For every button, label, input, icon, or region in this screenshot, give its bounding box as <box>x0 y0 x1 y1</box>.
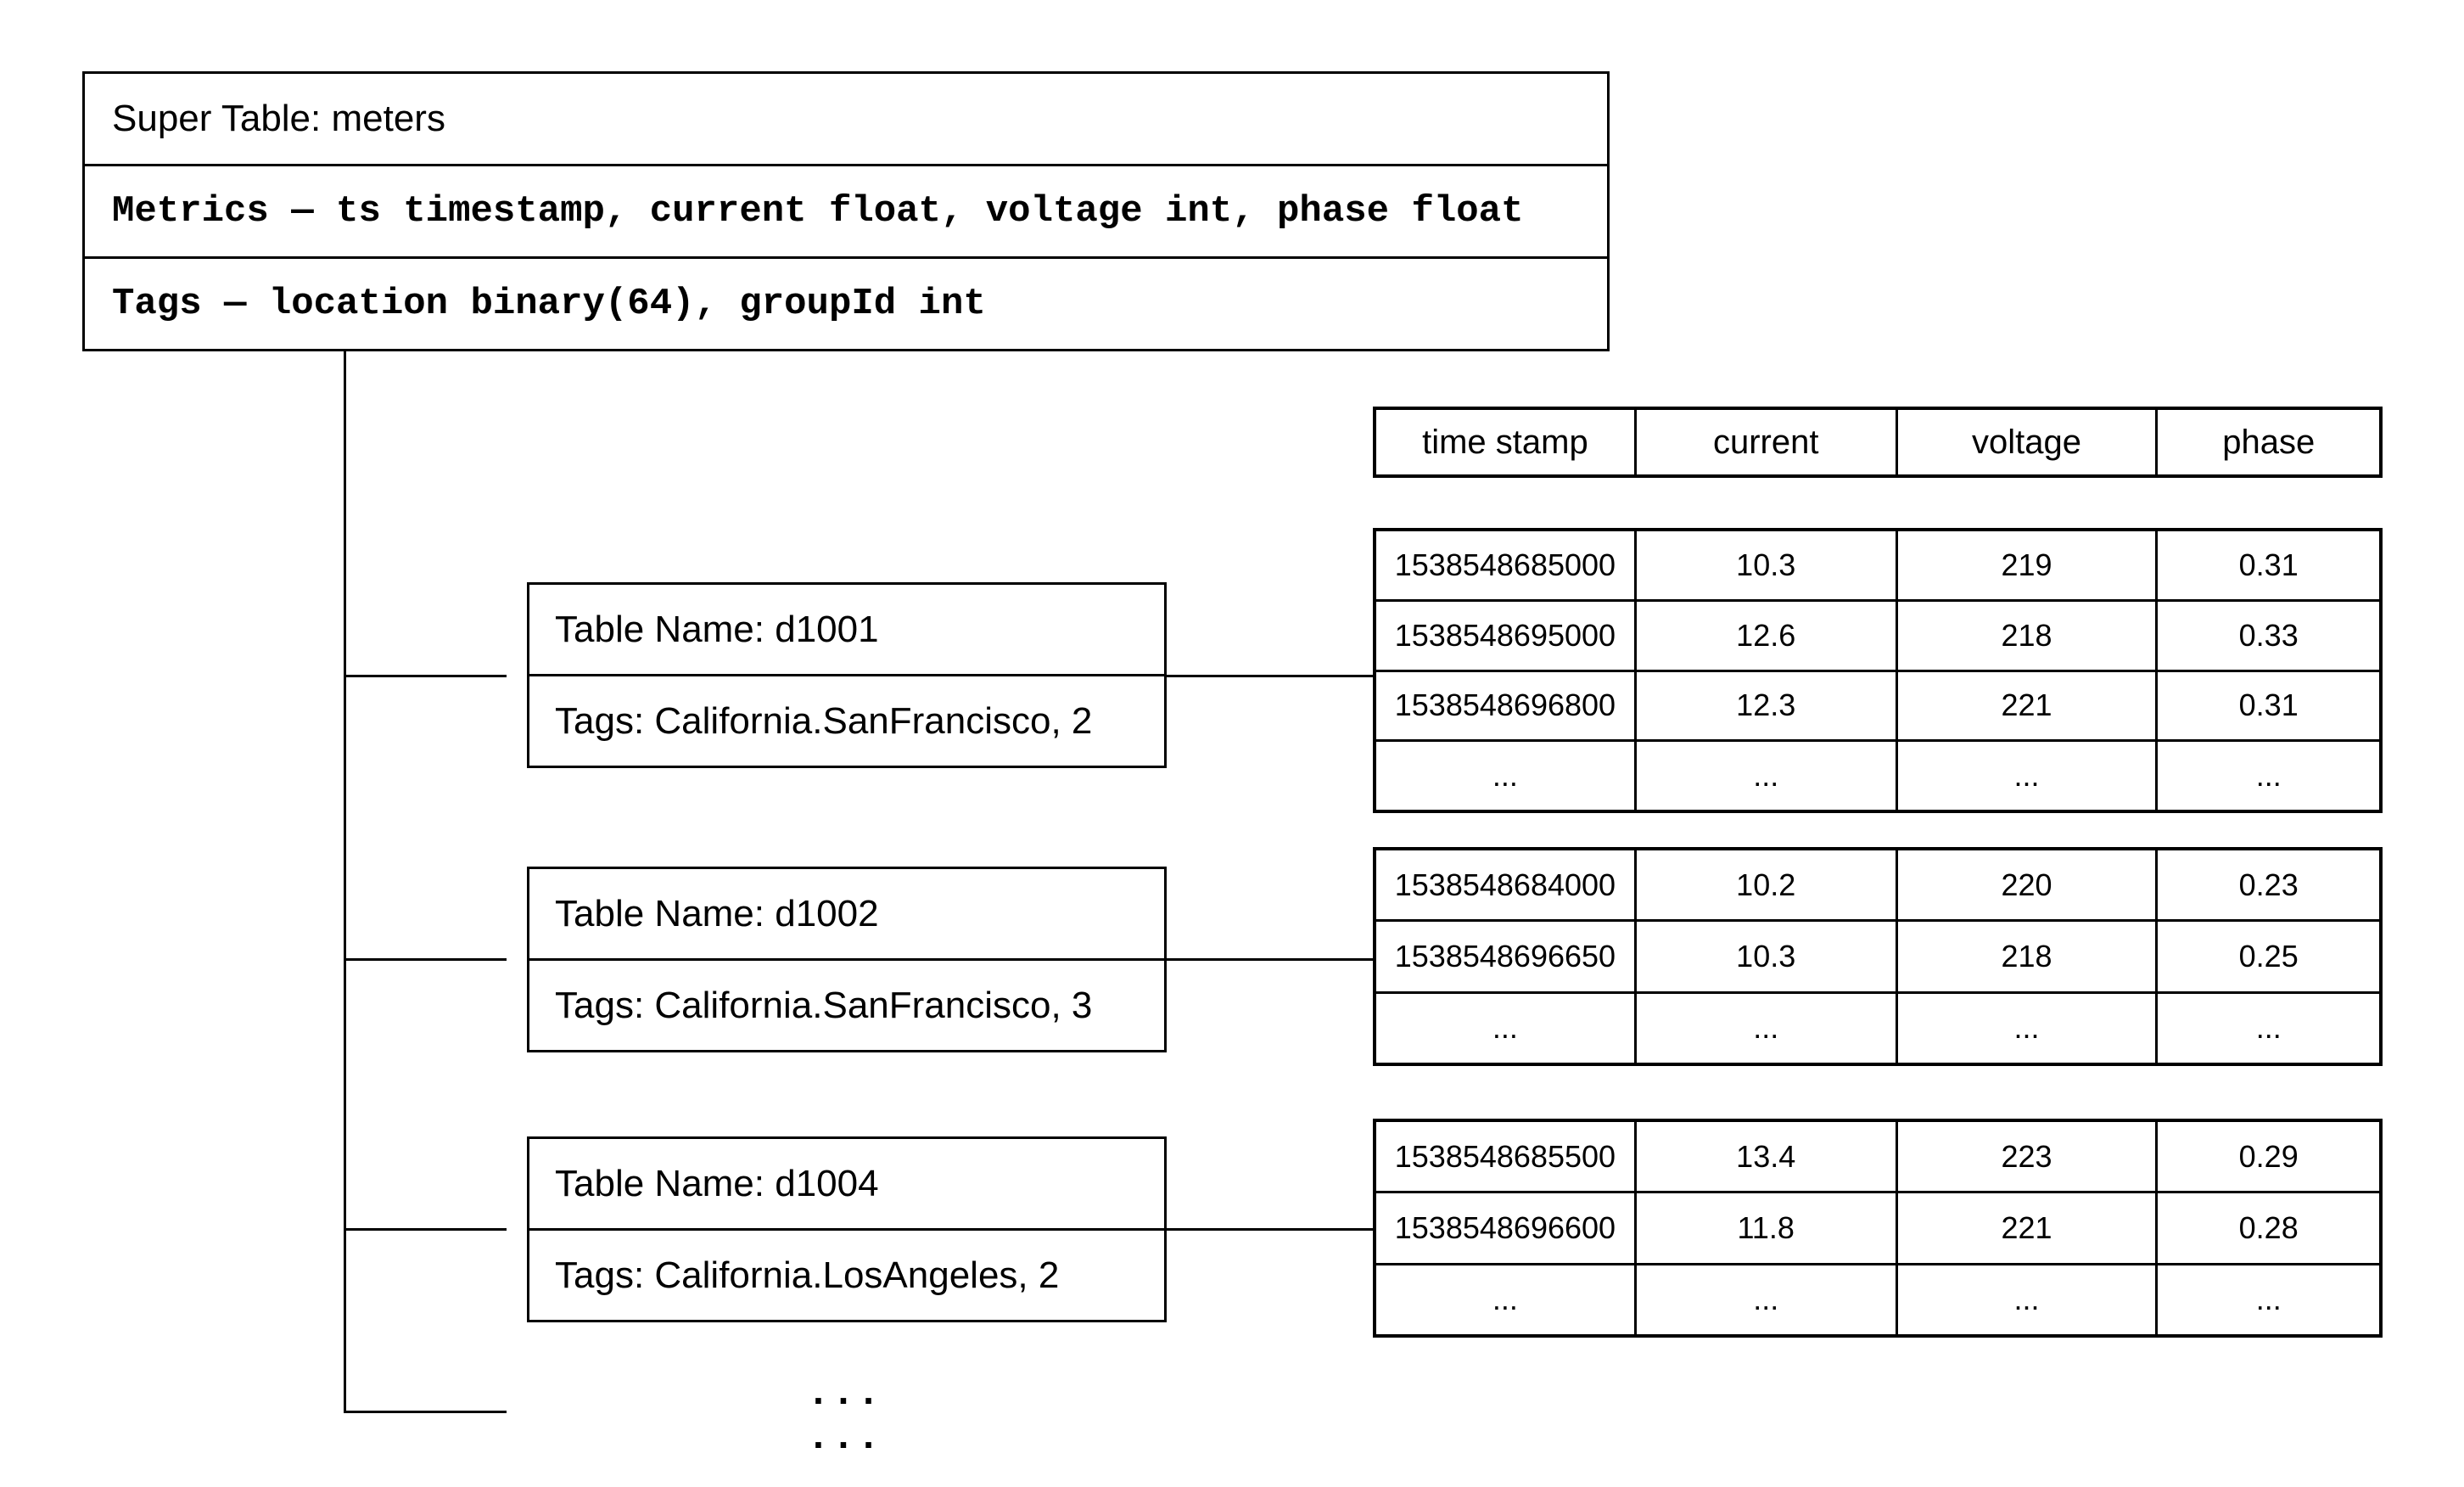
table-cell: 10.3 <box>1634 922 1896 990</box>
device-box-d1002 <box>527 867 1167 1052</box>
column-header-table <box>1373 407 2383 478</box>
table-cell: 0.31 <box>2155 531 2379 599</box>
table-cell: 221 <box>1896 672 2156 740</box>
table-cell: 218 <box>1896 602 2156 670</box>
device-tags-label: Tags: California.SanFrancisco, 2 <box>529 674 1164 766</box>
device-tags-label: Tags: California.LosAngeles, 2 <box>529 1228 1164 1320</box>
device-box-d1001 <box>527 582 1167 768</box>
table-cell: ... <box>1896 742 2156 810</box>
table-row <box>1376 670 2379 740</box>
table-cell: ... <box>1634 1265 1896 1334</box>
table-row <box>1376 599 2379 670</box>
table-cell: ... <box>1896 994 2156 1063</box>
table-cell: 1538548696800 <box>1394 687 1616 723</box>
table-cell: 221 <box>1896 1193 2156 1262</box>
data-table-d1002 <box>1373 847 2383 1066</box>
table-row-ellipsis <box>1376 739 2379 810</box>
table-cell: 0.28 <box>2155 1193 2379 1262</box>
table-row <box>1376 531 2379 599</box>
header-cell-current: current <box>1634 410 1896 474</box>
more-tables-ellipsis: ... ... <box>806 1372 882 1460</box>
device-box-d1004 <box>527 1136 1167 1322</box>
table-cell: 1538548695000 <box>1394 617 1616 653</box>
branch-line-d1001 <box>344 675 507 677</box>
super-table-tags-row: Tags — location binary(64), groupId int <box>85 256 1607 349</box>
table-cell: ... <box>2155 1265 2379 1334</box>
table-cell: 219 <box>1896 531 2156 599</box>
table-cell: 0.33 <box>2155 602 2379 670</box>
table-cell: 1538548685000 <box>1394 547 1616 582</box>
data-table-d1004 <box>1373 1119 2383 1338</box>
table-cell: 1538548696650 <box>1394 938 1616 974</box>
table-cell: 12.3 <box>1634 672 1896 740</box>
connector-line-d1002 <box>1164 958 1373 961</box>
table-cell: 0.25 <box>2155 922 2379 990</box>
device-name-label: Table Name: d1002 <box>555 892 879 934</box>
table-cell: 0.29 <box>2155 1122 2379 1191</box>
header-row <box>1376 410 2379 474</box>
table-cell: ... <box>1634 742 1896 810</box>
table-row <box>1376 1122 2379 1191</box>
table-cell: ... <box>1492 758 1518 794</box>
table-row <box>1376 1191 2379 1262</box>
table-cell: 1538548685500 <box>1394 1138 1616 1174</box>
table-cell: ... <box>2155 742 2379 810</box>
table-cell: 218 <box>1896 922 2156 990</box>
table-cell: 1538548696600 <box>1394 1209 1616 1245</box>
table-cell: ... <box>1896 1265 2156 1334</box>
table-cell: 10.2 <box>1634 850 1896 919</box>
connector-line-d1001 <box>1164 675 1373 677</box>
table-cell: 0.31 <box>2155 672 2379 740</box>
table-row-ellipsis <box>1376 991 2379 1063</box>
header-cell-time-stamp: time stamp <box>1422 423 1588 461</box>
table-row <box>1376 850 2379 919</box>
table-cell: ... <box>1634 994 1896 1063</box>
data-table-d1001 <box>1373 528 2383 813</box>
branch-line-d1004 <box>344 1228 507 1231</box>
super-table-box <box>82 71 1610 351</box>
table-cell: ... <box>2155 994 2379 1063</box>
trunk-line <box>344 351 346 1413</box>
table-cell: 11.8 <box>1634 1193 1896 1262</box>
table-cell: 10.3 <box>1634 531 1896 599</box>
table-cell: 0.23 <box>2155 850 2379 919</box>
table-cell: ... <box>1492 1282 1518 1317</box>
connector-line-d1004 <box>1164 1228 1373 1231</box>
table-cell: ... <box>1492 1010 1518 1046</box>
table-cell: 13.4 <box>1634 1122 1896 1191</box>
super-table-title: Super Table: meters <box>112 98 445 139</box>
table-cell: 12.6 <box>1634 602 1896 670</box>
table-row <box>1376 919 2379 990</box>
header-cell-phase: phase <box>2155 410 2379 474</box>
super-table-metrics-row: Metrics — ts timestamp, current float, voltage int, phase float <box>85 164 1607 256</box>
table-cell: 1538548684000 <box>1394 867 1616 902</box>
device-name-label: Table Name: d1001 <box>555 608 879 650</box>
header-cell-voltage: voltage <box>1896 410 2156 474</box>
bottom-stub-line <box>344 1411 507 1413</box>
table-cell: 223 <box>1896 1122 2156 1191</box>
device-tags-label: Tags: California.SanFrancisco, 3 <box>529 958 1164 1050</box>
branch-line-d1002 <box>344 958 507 961</box>
table-cell: 220 <box>1896 850 2156 919</box>
table-row-ellipsis <box>1376 1263 2379 1334</box>
device-name-label: Table Name: d1004 <box>555 1162 879 1204</box>
